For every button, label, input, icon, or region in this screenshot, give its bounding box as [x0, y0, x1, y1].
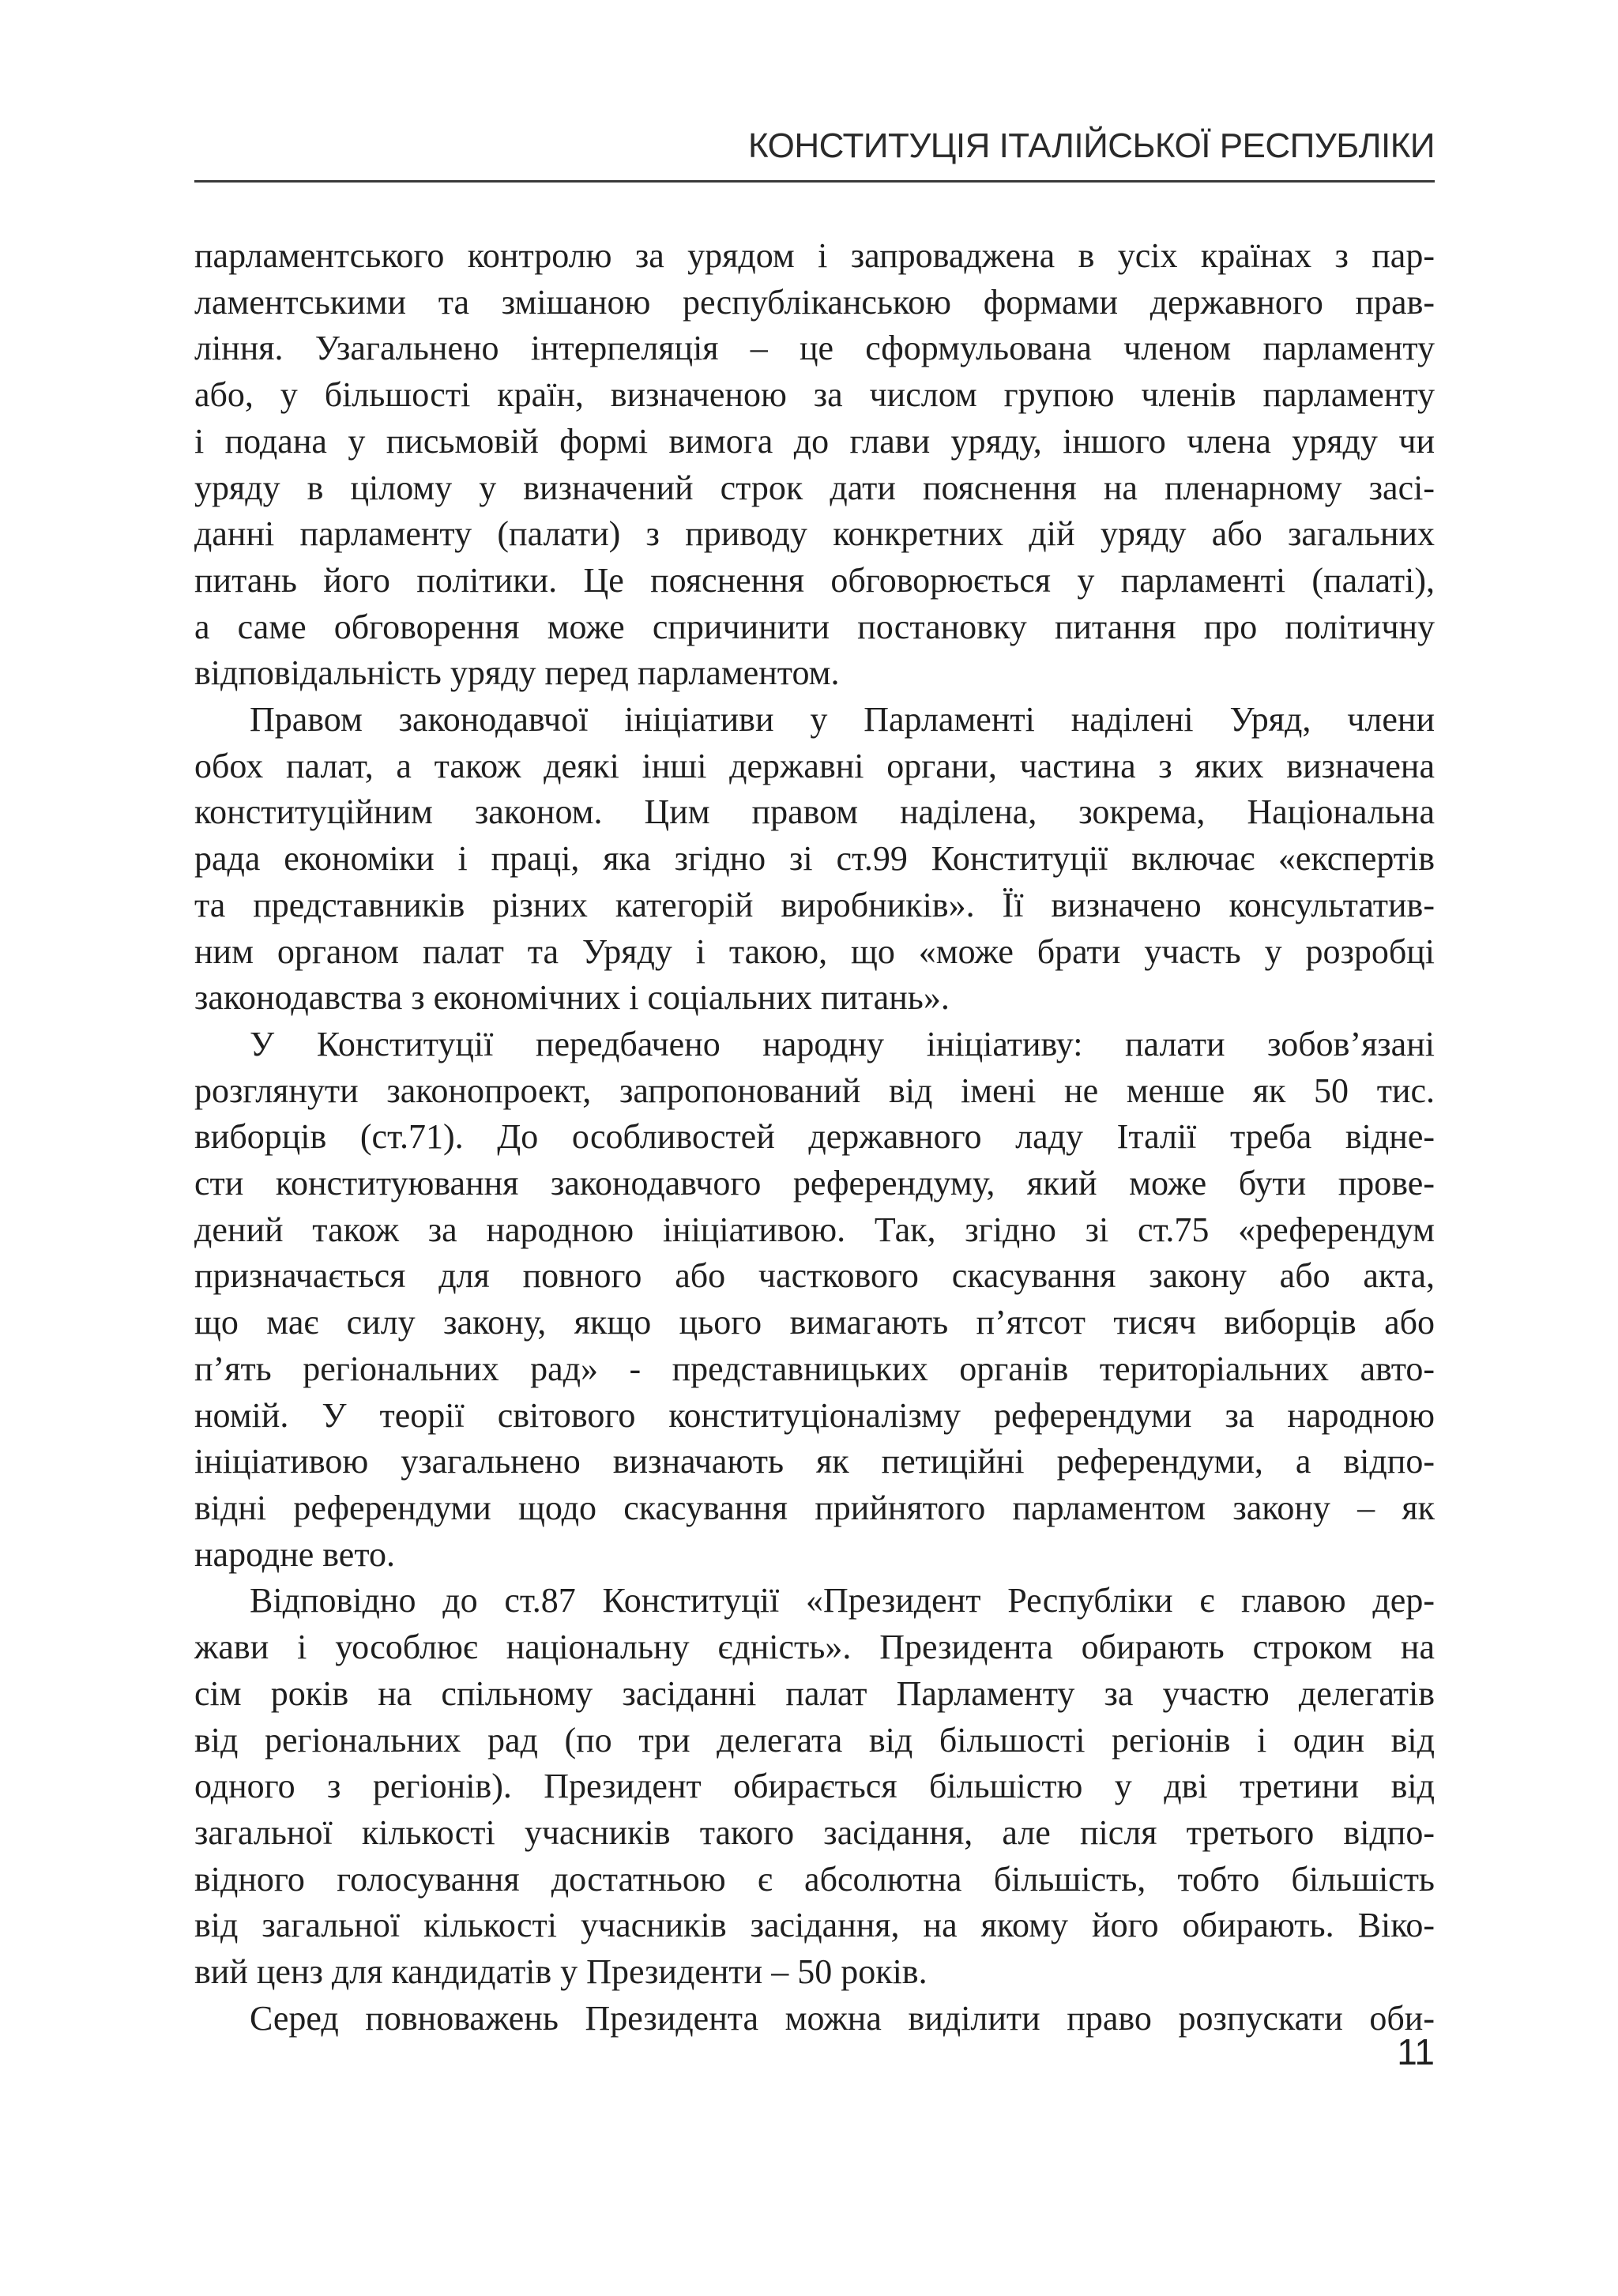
- text-line: виборців (ст.71). До особливостей державного ладу Італії треба відне-: [194, 1117, 1435, 1157]
- paragraph-legislative-initiative: [194, 697, 1435, 1022]
- text-line: обох палат, а також деякі інші державні органи, частина з яких визначена: [194, 746, 1435, 785]
- text-line: данні парламенту (палати) з приводу конкретних дій уряду або загальних: [194, 514, 1435, 554]
- text-line: народне вето.: [194, 1534, 395, 1574]
- text-line: парламентського контролю за урядом і запроваджена в усіх країнах з пар-: [194, 236, 1435, 275]
- paragraph-president-election: [194, 1578, 1435, 1995]
- text-line: Відповідно до ст.87 Конституції «Президент Республіки є главою дер-: [250, 1581, 1435, 1620]
- text-line: відного голосування достатньою є абсолютна більшість, тобто більшість: [194, 1859, 1435, 1899]
- body-text: [194, 233, 1435, 2042]
- text-line: У Конституції передбачено народну ініціативу: палати зобов’язані: [250, 1024, 1435, 1063]
- text-line: відні референдуми щодо скасування прийнятого парламентом закону – як: [194, 1488, 1435, 1527]
- text-line: ініціативою узагальнено визначають як петиційні референдуми, а відпо-: [194, 1442, 1435, 1481]
- text-line: ним органом палат та Уряду і такою, що «може брати участь у розробці: [194, 932, 1435, 971]
- text-line: сти конституювання законодавчого референдуму, який може бути прове-: [194, 1164, 1435, 1203]
- text-line: та представників різних категорій виробників». Її визначено консультатив-: [194, 885, 1435, 924]
- text-line: рада економіки і праці, яка згідно зі ст.99 Конституції включає «експертів: [194, 839, 1435, 879]
- text-line: Правом законодавчої ініціативи у Парламенті наділені Уряд, члени: [250, 700, 1435, 740]
- text-line: питань його політики. Це пояснення обговорюється у парламенті (палаті),: [194, 560, 1435, 600]
- text-line: номій. У теорії світового конституціоналізму референдуми за народною: [194, 1395, 1435, 1435]
- text-line: ління. Узагальнено інтерпеляція – це сформульована членом парламенту: [194, 329, 1435, 368]
- text-line: дений також за народною ініціативою. Так, згідно зі ст.75 «референдум: [194, 1210, 1435, 1249]
- text-line: що має силу закону, якщо цього вимагають п’ятсот тисяч виборців або: [194, 1303, 1435, 1342]
- paragraph-popular-initiative: [194, 1022, 1435, 1578]
- paragraph-president-powers: [194, 1996, 1435, 2042]
- text-line: вий ценз для кандидатів у Президенти – 50 років.: [194, 1952, 928, 1992]
- text-line: від регіональних рад (по три делегата від більшості регіонів і один від: [194, 1720, 1435, 1760]
- text-line: жави і уособлює національну єдність». Президента обирають строком на: [194, 1628, 1435, 1667]
- header-rule: [194, 180, 1435, 183]
- text-line: одного з регіонів). Президент обирається більшістю у дві третини від: [194, 1767, 1435, 1806]
- text-line: конституційним законом. Цим правом наділена, зокрема, Національна: [194, 792, 1435, 832]
- text-line: законодавства з економічних і соціальних питань».: [194, 978, 950, 1018]
- text-line: ламентськими та змішаною республіканською формами державного прав-: [194, 282, 1435, 322]
- text-line: і подана у письмовій формі вимога до глави уряду, іншого члена уряду чи: [194, 421, 1435, 461]
- text-line: або, у більшості країн, визначеною за числом групою членів парламенту: [194, 375, 1435, 415]
- text-line: а саме обговорення може спричинити постановку питання про політичну: [194, 607, 1435, 646]
- text-line: призначається для повного або часткового скасування закону або акта,: [194, 1256, 1435, 1296]
- text-line: загальної кількості учасників такого засідання, але після третього відпо-: [194, 1812, 1435, 1852]
- paragraph-interpellation: [194, 233, 1435, 697]
- text-line: розглянути законопроект, запропонований від імені не менше як 50 тис.: [194, 1071, 1435, 1110]
- text-line: Серед повноважень Президента можна виділити право розпускати оби-: [250, 1998, 1435, 2038]
- text-line: від загальної кількості учасників засідання, на якому його обирають. Віко-: [194, 1906, 1435, 1945]
- text-line: сім років на спільному засіданні палат Парламенту за участю делегатів: [194, 1673, 1435, 1713]
- text-line: уряду в цілому у визначений строк дати пояснення на пленарному засі-: [194, 468, 1435, 507]
- text-line: відповідальність уряду перед парламентом.: [194, 653, 840, 693]
- running-header: КОНСТИТУЦІЯ ІТАЛІЙСЬКОЇ РЕСПУБЛІКИ: [748, 126, 1435, 165]
- text-line: п’ять регіональних рад» - представницьких органів територіальних авто-: [194, 1349, 1435, 1388]
- page-number: 11: [1397, 2031, 1435, 2072]
